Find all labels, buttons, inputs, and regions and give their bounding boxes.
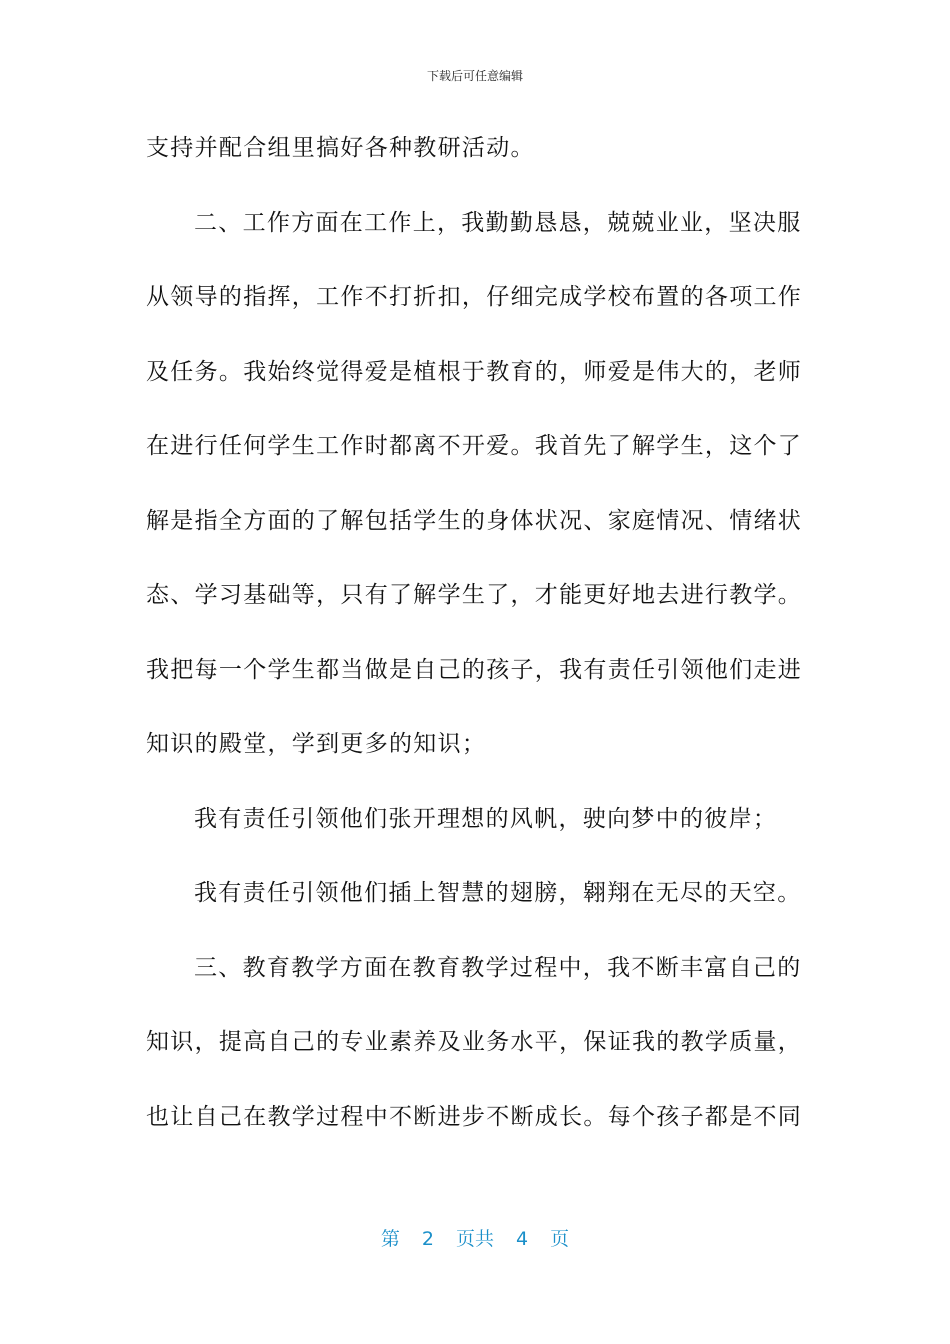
text-line-paragraph-start: 二、工作方面在工作上，我勤勤恳恳，兢兢业业，坚决服 (194, 209, 802, 236)
document-body (146, 122, 803, 1165)
page-prefix: 第 (380, 1228, 400, 1250)
text-line-paragraph-start: 我有责任引领他们插上智慧的翅膀，翱翔在无尽的天空。 (194, 880, 802, 906)
header-note: 下载后可任意编辑 (426, 69, 523, 83)
text-line: 及任务。我始终觉得爱是植根于教育的，师爱是伟大的，老师 (146, 358, 803, 385)
text-line: 在进行任何学生工作时都离不开爱。我首先了解学生，这个了 (146, 433, 803, 459)
page-footer (0, 1224, 950, 1251)
text-line: 知识，提高自己的专业素养及业务水平，保证我的教学质量， (146, 1029, 803, 1055)
page-suffix: 页 (550, 1228, 570, 1250)
page-mid: 页共 (455, 1228, 494, 1250)
text-line: 我把每一个学生都当做是自己的孩子，我有责任引领他们走进 (146, 656, 803, 683)
text-line: 从领导的指挥，工作不打折扣，仔细完成学校布置的各项工作 (146, 284, 803, 310)
text-line-paragraph-start: 我有责任引领他们张开理想的风帆，驶向梦中的彼岸； (194, 805, 778, 832)
text-line: 态、学习基础等，只有了解学生了，才能更好地去进行教学。 (146, 582, 803, 608)
text-line: 也让自己在教学过程中不断进步不断成长。每个孩子都是不同 (146, 1103, 803, 1130)
page-current: 2 (421, 1228, 434, 1250)
text-line: 知识的殿堂，学到更多的知识； (146, 731, 487, 757)
text-line-paragraph-start: 三、教育教学方面在教育教学过程中，我不断丰富自己的 (194, 954, 802, 981)
page-total: 4 (516, 1228, 529, 1250)
text-line: 支持并配合组里搞好各种教研活动。 (146, 135, 535, 161)
text-line: 解是指全方面的了解包括学生的身体状况、家庭情况、情绪状 (146, 507, 803, 534)
